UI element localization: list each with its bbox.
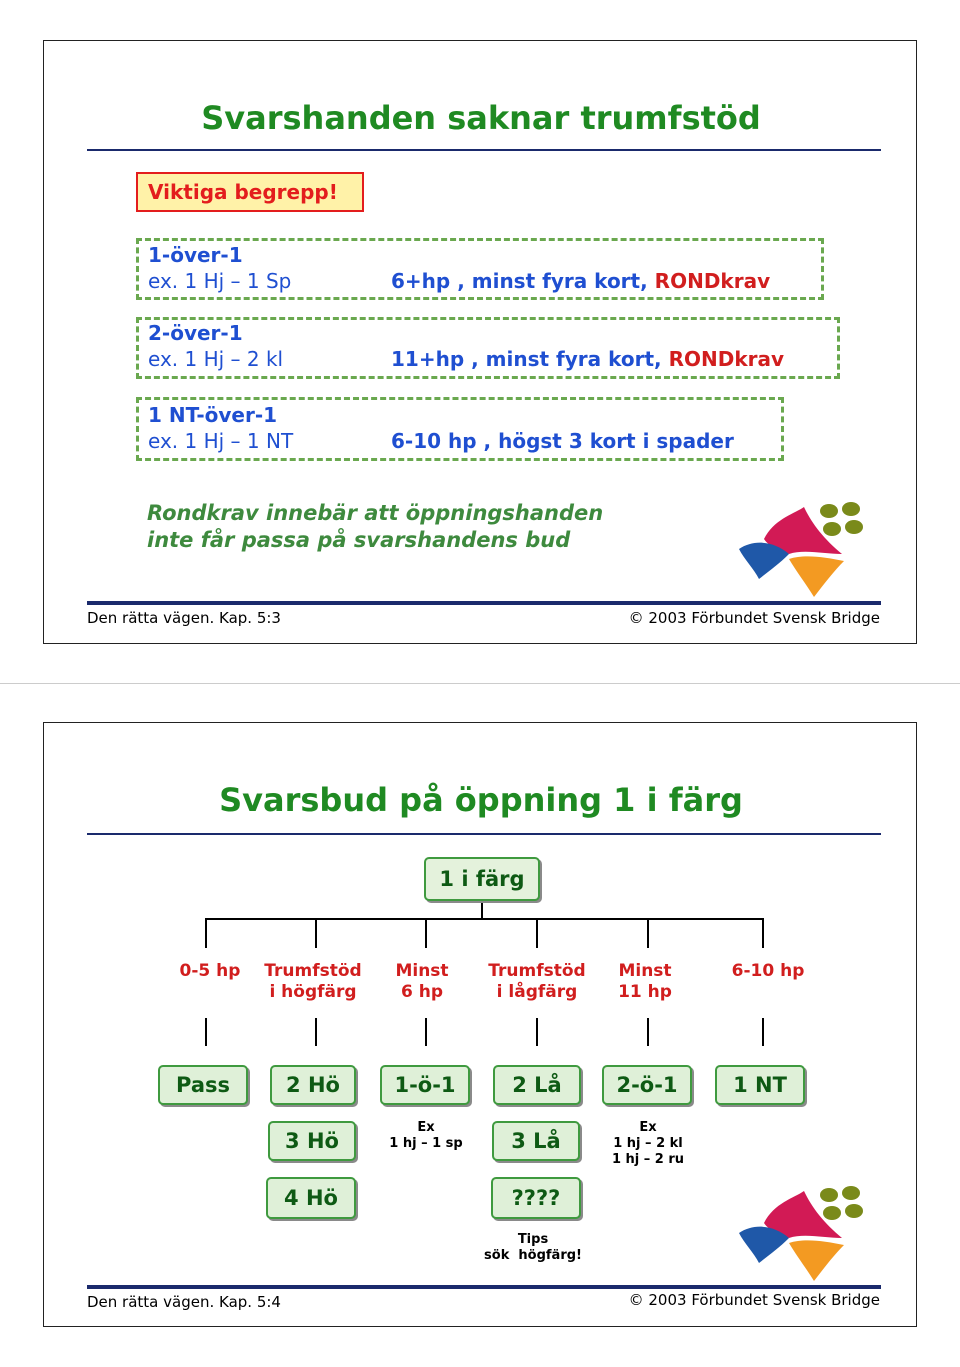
branch-label-5: 6-10 hp <box>731 961 805 981</box>
title-rule <box>87 833 881 835</box>
root-connector <box>481 903 483 919</box>
concept-1-rondkrav: RONDkrav <box>654 269 771 293</box>
concept-2-desc <box>391 347 784 371</box>
bid-label: 1-ö-1 <box>394 1073 456 1097</box>
concept-2-name: 2-över-1 <box>148 321 243 345</box>
bid-label: 1 NT <box>733 1073 787 1097</box>
lower-tick <box>315 1018 317 1046</box>
bid-label: 4 Hö <box>284 1186 338 1210</box>
branch-label-2: Minst 6 hp <box>395 961 449 1002</box>
bridge-logo-icon <box>734 499 874 599</box>
bid-label: 3 Hö <box>285 1129 339 1153</box>
concept-2-example: ex. 1 Hj – 2 kl <box>148 347 284 371</box>
concept-1-desc <box>391 269 770 293</box>
lower-tick <box>762 1018 764 1046</box>
footer-chapter: Den rätta vägen. Kap. 5:3 <box>87 609 281 627</box>
concept-box-1-top <box>136 238 824 241</box>
bid-box-2-la <box>493 1065 581 1105</box>
lower-tick <box>205 1018 207 1046</box>
concept-2-desc-text: 11+hp , minst fyra kort, <box>391 347 669 371</box>
lower-tick <box>425 1018 427 1046</box>
example-note-1-sp: Ex 1 hj – 1 sp <box>389 1120 463 1151</box>
concept-1-desc-text: 6+hp , minst fyra kort, <box>391 269 655 293</box>
concept-box-1-left <box>136 238 139 300</box>
slide-5-3 <box>43 40 917 644</box>
bid-label: Pass <box>176 1073 230 1097</box>
footer-chapter: Den rätta vägen. Kap. 5:4 <box>87 1293 281 1311</box>
concept-2-rondkrav: RONDkrav <box>668 347 785 371</box>
bid-label: 2 Lå <box>512 1073 562 1097</box>
example-note-2-kl-ru: Ex 1 hj – 2 kl 1 hj – 2 ru <box>611 1120 685 1167</box>
slide-title: Svarsbud på öppning 1 i färg <box>219 781 743 819</box>
footer-copyright: © 2003 Förbundet Svensk Bridge <box>628 1291 880 1309</box>
bid-label: ???? <box>511 1186 561 1210</box>
tips-note: Tips sök högfärg! <box>484 1232 582 1263</box>
bid-box-3-la <box>492 1121 580 1161</box>
key-concepts-badge <box>136 172 364 212</box>
bid-box-4-ho <box>266 1177 356 1219</box>
branch-line <box>205 918 764 920</box>
page-divider <box>0 683 960 684</box>
root-box <box>424 857 540 901</box>
lower-tick <box>536 1018 538 1046</box>
branch-label-4: Minst 11 hp <box>618 961 672 1002</box>
branch-tick <box>425 918 427 948</box>
bid-label: 3 Lå <box>511 1129 561 1153</box>
branch-label-3: Trumfstöd i lågfärg <box>488 961 586 1002</box>
concept-1-name: 1-över-1 <box>148 243 243 267</box>
footer-rule <box>87 601 881 605</box>
branch-tick <box>315 918 317 948</box>
slide-title: Svarshanden saknar trumfstöd <box>201 99 761 137</box>
title-rule <box>87 149 881 151</box>
slide-5-4 <box>43 722 917 1327</box>
bid-box-2-o-1 <box>602 1065 692 1105</box>
footer-copyright: © 2003 Förbundet Svensk Bridge <box>628 609 880 627</box>
badge-text: Viktiga begrepp! <box>148 180 338 204</box>
concept-3-example: ex. 1 Hj – 1 NT <box>148 429 294 453</box>
lower-tick <box>647 1018 649 1046</box>
concept-1-example: ex. 1 Hj – 1 Sp <box>148 269 292 293</box>
branch-label-0: 0-5 hp <box>179 961 241 981</box>
bid-box-pass <box>158 1065 248 1105</box>
bid-box-2-ho <box>270 1065 356 1105</box>
bid-box-1-nt <box>715 1065 805 1105</box>
branch-tick <box>647 918 649 948</box>
bridge-logo-icon <box>734 1183 874 1283</box>
rondkrav-note-line1: Rondkrav innebär att öppningshanden <box>147 501 604 525</box>
branch-tick <box>762 918 764 948</box>
bid-box-3-ho <box>268 1121 356 1161</box>
concept-3-name: 1 NT-över-1 <box>148 403 278 427</box>
bid-label: 2-ö-1 <box>616 1073 678 1097</box>
concept-3-desc: 6-10 hp , högst 3 kort i spader <box>391 429 734 453</box>
bid-box-unknown <box>491 1177 581 1219</box>
bid-box-1-o-1 <box>380 1065 470 1105</box>
branch-tick <box>536 918 538 948</box>
rondkrav-note-line2: inte får passa på svarshandens bud <box>147 528 571 552</box>
branch-tick <box>205 918 207 948</box>
footer-rule <box>87 1285 881 1289</box>
bid-label: 2 Hö <box>286 1073 340 1097</box>
branch-label-1: Trumfstöd i högfärg <box>264 961 362 1002</box>
root-label: 1 i färg <box>439 867 525 891</box>
